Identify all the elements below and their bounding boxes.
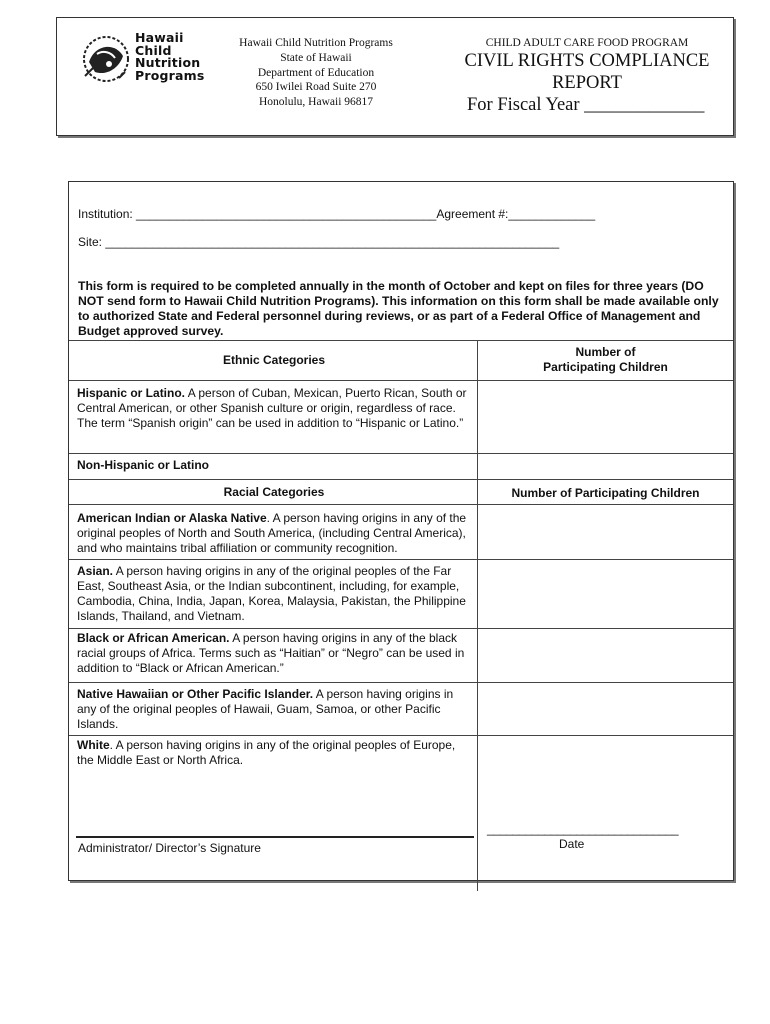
table-row	[69, 453, 733, 479]
logo-line: Nutrition	[135, 55, 201, 70]
report-title: CIVIL RIGHTS COMPLIANCE	[464, 51, 710, 71]
address-line: Department of Education	[257, 66, 375, 79]
race-description	[69, 505, 478, 559]
category-desc: . A person having origins in any of the original peoples of Europe, the Middle East or North Africa.	[77, 738, 456, 767]
address-line: State of Hawaii	[280, 51, 352, 64]
table-row	[69, 380, 733, 453]
racial-count-header: Number of Participating Children	[511, 486, 700, 500]
category-term: Asian.	[77, 564, 114, 578]
category-desc: . A person having origins in any of the original peoples of North and South America, (including Central America), and who maintains tribal affiliation or community recognition.	[77, 511, 467, 555]
race-count-cell[interactable]	[478, 505, 733, 559]
address-line: Honolulu, Hawaii 96817	[258, 96, 374, 109]
form-notice: This form is required to be completed annually in the month of October and kept on files for three years (DO NOT send form to Hawaii Child Nutrition Programs). This information on this form shall be made available only to authorized State and Federal personnel during reviews, or as part of a Federal Office of Management and Budget approved survey.	[78, 279, 719, 338]
non-hispanic-count-cell[interactable]	[478, 454, 733, 479]
category-term: Black or African American.	[77, 631, 230, 645]
report-title-block	[457, 36, 717, 116]
table-row	[69, 559, 733, 628]
form-header	[56, 17, 734, 136]
table-row	[69, 504, 733, 559]
logo-line: Child	[135, 42, 172, 58]
report-title: REPORT	[552, 72, 622, 93]
category-term: American Indian or Alaska Native	[77, 511, 267, 525]
table-row	[69, 628, 733, 682]
site-field[interactable]: Site: ____________________________________________________________________	[78, 235, 560, 249]
logo-line: Hawaii	[135, 30, 184, 45]
table-row	[69, 479, 733, 504]
fiscal-year-field[interactable]: For Fiscal Year _____________	[467, 95, 705, 115]
compliance-form	[68, 181, 734, 881]
category-desc: A person having origins in any of the black racial groups of Africa. Terms such as “Haitian” or “Negro” can be used in addition to “Black or African American.”	[77, 631, 465, 675]
racial-categories-header: Racial Categories	[69, 480, 478, 504]
agency-address	[225, 36, 407, 110]
race-description	[69, 736, 478, 891]
category-desc: A person of Cuban, Mexican, Puerto Rican, South or Central American, or other Spanish culture or origin, regardless of race. The term “Spanish origin” can be used in addition to “Hispanic or Latino.”	[77, 386, 467, 430]
category-desc: A person having origins in any of the original peoples of Hawaii, Guam, Samoa, or other Pacific Islands.	[77, 687, 454, 731]
signature-line[interactable]	[76, 836, 474, 838]
header-text: Number of	[575, 345, 636, 359]
program-name: CHILD ADULT CARE FOOD PROGRAM	[485, 37, 689, 49]
race-count-cell[interactable]	[478, 629, 733, 682]
race-count-cell[interactable]	[478, 560, 733, 628]
table-row	[69, 735, 733, 891]
address-line: Hawaii Child Nutrition Programs	[239, 37, 393, 49]
header-text: Participating Children	[543, 360, 668, 374]
race-description	[69, 560, 478, 628]
signature-label: Administrator/ Director’s Signature	[78, 841, 261, 855]
hispanic-description	[69, 381, 478, 453]
race-count-cell[interactable]	[478, 683, 733, 735]
race-description	[69, 629, 478, 682]
category-term: Hispanic or Latino.	[77, 386, 186, 400]
date-field[interactable]: ______________________________	[487, 822, 679, 836]
hispanic-count-cell[interactable]	[478, 381, 733, 453]
non-hispanic-label: Non-Hispanic or Latino	[69, 454, 478, 479]
logo-text	[135, 32, 205, 82]
table-row	[69, 682, 733, 735]
ethnic-count-header	[478, 341, 733, 380]
category-term: Native Hawaiian or Other Pacific Islander.	[77, 687, 314, 701]
logo-line: Programs	[135, 67, 205, 83]
date-label: Date	[559, 837, 585, 851]
table-row	[69, 340, 733, 380]
category-desc: A person having origins in any of the original peoples of the Far East, Southeast Asia, or the Indian subcontinent, including, for example, Cambodia, China, India, Japan, Korea, Malaysia, Pakistan, the Philippine Islands, Thailand, and Vietnam.	[77, 564, 466, 623]
race-count-cell[interactable]	[478, 736, 733, 891]
category-term: White	[77, 738, 110, 752]
categories-table	[69, 340, 733, 891]
race-description	[69, 683, 478, 735]
ethnic-categories-header: Ethnic Categories	[69, 341, 478, 380]
hcnp-logo	[79, 32, 209, 88]
hawaii-islands-emblem-icon	[79, 32, 133, 86]
address-line: 650 Iwilei Road Suite 270	[255, 81, 377, 94]
institution-agreement-field[interactable]: Institution: _____________________________________________Agreement #:_____________	[78, 207, 596, 221]
